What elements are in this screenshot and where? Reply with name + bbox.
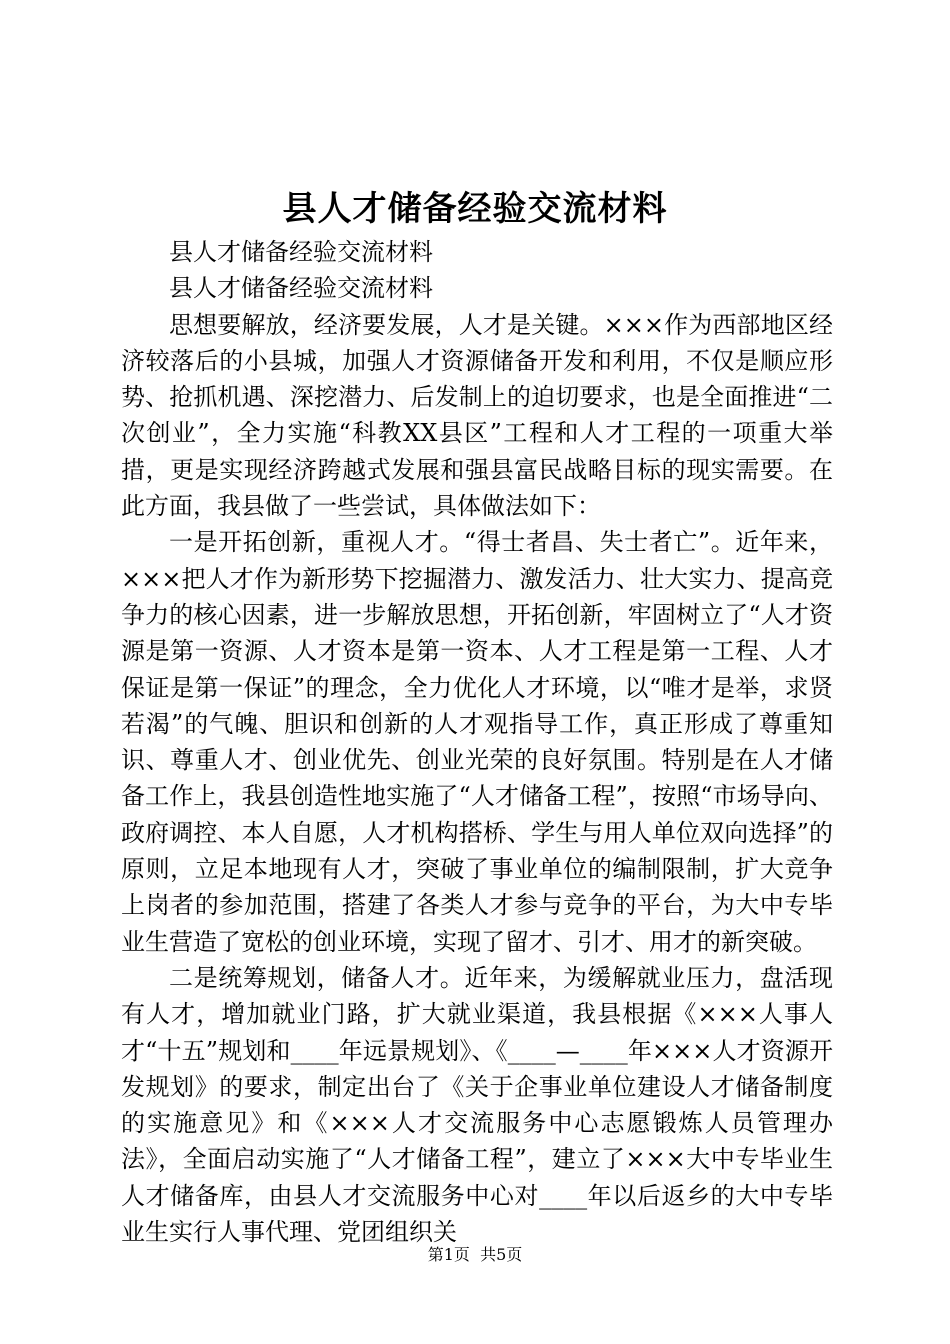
body-paragraph: 思想要解放，经济要发展，人才是关键。×××作为西部地区经济较落后的小县城，加强人才资源储备开发和利用，不仅是顺应形势、抢抓机遇、深挖潜力、后发制上的迫切要求，也是全面推进“二次创业”，全力实施“科教XX县区”工程和人才工程的一项重大举措，更是实现经济跨越式发展和强县富民战略目标的现实需要。在此方面，我县做了一些尝试，具体做法如下： [121, 310, 833, 521]
body-paragraph: 二是统筹规划，储备人才。近年来，为缓解就业压力，盘活现有人才，增加就业门路，扩大就业渠道，我县根据《×××人事人才“十五”规划和____年远景规划》、《____—____年×××人才资源开发规划》的要求，制定出台了《关于企事业单位建设人才储备制度的实施意见》和《×××人才交流服务中心志愿锻炼人员管理办法》，全面启动实施了“人才储备工程”，建立了×××大中专毕业生人才储备库，由县人才交流服务中心对____年以后返乡的大中专毕业生实行人事代理、党团组织关 [121, 963, 833, 1247]
body-paragraph: 县人才储备经验交流材料 [169, 274, 433, 303]
page-number: 第1页 [427, 1245, 470, 1264]
body-paragraph: 一是开拓创新，重视人才。“得士者昌、失士者亡”。近年来，×××把人才作为新形势下挖掘潜力、激发活力、壮大实力、提高竞争力的核心因素，进一步解放思想，开拓创新，牢固树立了“人才资源是第一资源、人才资本是第一资本、人才工程是第一工程、人才保证是第一保证”的理念，全力优化人才环境，以“唯才是举，求贤若渴”的气魄、胆识和创新的人才观指导工作，真正形成了尊重知识、尊重人才、创业优先、创业光荣的良好氛围。特别是在人才储备工作上，我县创造性地实施了“人才储备工程”，按照“市场导向、政府调控、本人自愿，人才机构搭桥、学生与用人单位双向选择”的原则，立足本地现有人才，突破了事业单位的编制限制，扩大竞争上岗者的参加范围，搭建了各类人才参与竞争的平台，为大中专毕业生营造了宽松的创业环境，实现了留才、引才、用才的新突破。 [121, 528, 833, 956]
page-footer [0, 1244, 950, 1266]
body-paragraph: 县人才储备经验交流材料 [169, 238, 433, 266]
page-total: 共5页 [480, 1245, 523, 1264]
document-body [121, 234, 833, 1250]
document-title: 县人才储备经验交流材料 [282, 189, 668, 229]
